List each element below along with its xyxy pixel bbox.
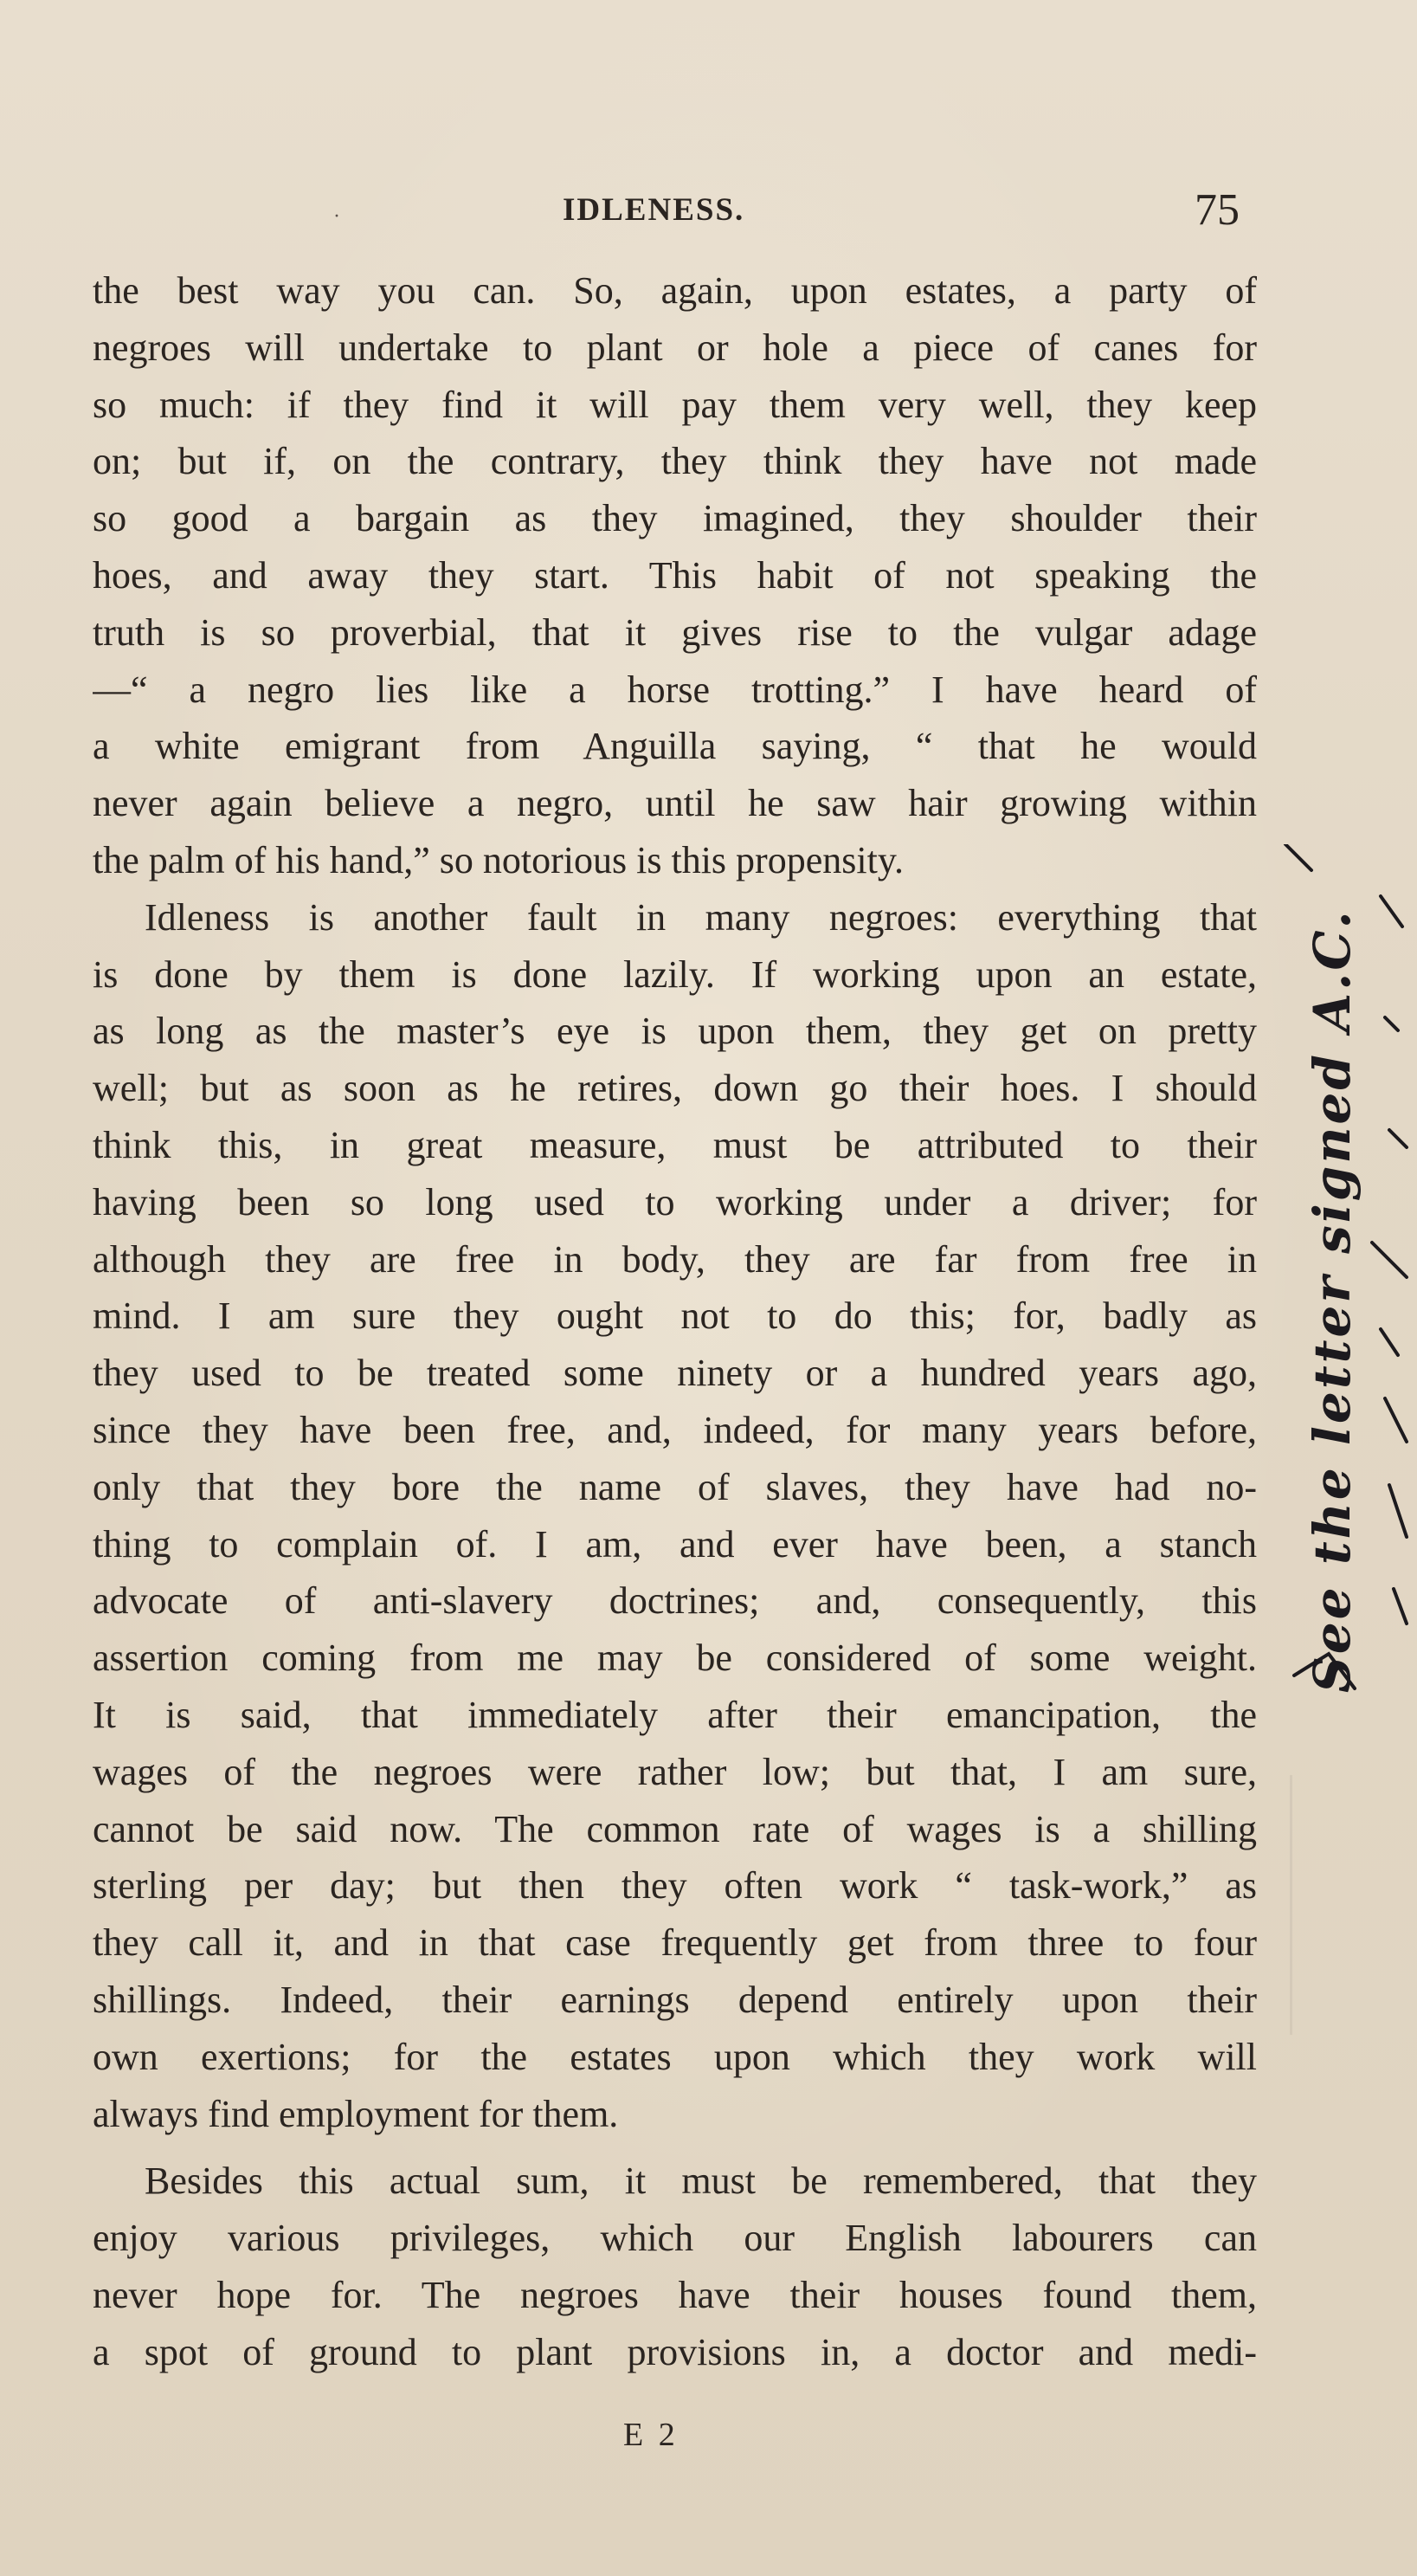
text-line: on; but if, on the contrary, they think they have not made	[93, 440, 1257, 483]
text-line: enjoy various privileges, which our English labourers can	[93, 2217, 1257, 2260]
text-line: well; but as soon as he retires, down go their hoes. I should	[93, 1067, 1257, 1110]
text-line: thing to complain of. I am, and ever have been, a stanch	[93, 1522, 1257, 1566]
text-line: they call it, and in that case frequently get from three to four	[93, 1921, 1257, 1965]
text-line: having been so long used to working under a driver; for	[93, 1180, 1257, 1223]
text-line: as long as the master’s eye is upon them, they get on pretty	[93, 1010, 1257, 1053]
text-line: although they are free in body, they are far from free in	[93, 1237, 1257, 1281]
text-line: shillings. Indeed, their earnings depend entirely upon their	[93, 1978, 1257, 2021]
text-line: never again believe a negro, until he saw hair growing within	[93, 782, 1257, 825]
text-line: the palm of his hand,” so notorious is this propensity.	[93, 838, 904, 881]
text-line: always find employment for them.	[93, 2092, 619, 2135]
text-line: hoes, and away they start. This habit of not speaking the	[93, 553, 1257, 597]
text-line: since they have been free, and, indeed, for many years before,	[93, 1408, 1257, 1451]
body-text	[93, 262, 1257, 2380]
running-head	[0, 184, 1417, 236]
margin-note-text: See the letter signed A.C.	[1303, 908, 1362, 1693]
text-line: think this, in great measure, must be attributed to their	[93, 1123, 1257, 1166]
text-line: is done by them is done lazily. If working upon an estate,	[93, 952, 1257, 996]
text-line: a white emigrant from Anguilla saying, “ that he would	[93, 725, 1257, 768]
text-line: mind. I am sure they ought not to do this; for, badly as	[93, 1294, 1257, 1338]
text-line: sterling per day; but then they often work “ task-work,” as	[93, 1864, 1257, 1908]
text-line: truth is so proverbial, that it gives rise to the vulgar adage	[93, 610, 1257, 654]
text-line: never hope for. The negroes have their houses found them,	[93, 2273, 1257, 2316]
running-head-marker: ·	[333, 205, 340, 228]
text-line: so much: if they find it will pay them very well, they keep	[93, 383, 1257, 426]
text-line: own exertions; for the estates upon which they work will	[93, 2035, 1257, 2078]
text-line: cannot be said now. The common rate of wages is a shilling	[93, 1807, 1257, 1850]
text-line: negroes will undertake to plant or hole a piece of canes for	[93, 326, 1257, 369]
page-number: 75	[1195, 185, 1240, 235]
text-line: they used to be treated some ninety or a hundred years ago,	[93, 1352, 1257, 1395]
text-line: so good a bargain as they imagined, they shoulder their	[93, 497, 1257, 540]
text-line: wages of the negroes were rather low; but that, I am sure,	[93, 1750, 1257, 1793]
text-line: only that they bore the name of slaves, they have had no-	[93, 1465, 1257, 1508]
text-line: assertion coming from me may be considered of some weight.	[93, 1637, 1257, 1680]
running-head-title: IDLENESS.	[563, 192, 745, 228]
text-line: —“ a negro lies like a horse trotting.” I have heard of	[93, 668, 1257, 711]
text-line: advocate of anti-slavery doctrines; and, consequently, this	[93, 1579, 1257, 1623]
handwritten-margin-note	[1277, 844, 1415, 1693]
text-line: It is said, that immediately after their emancipation, the	[93, 1693, 1257, 1736]
paragraph-first-line: Idleness is another fault in many negroes: everything that	[145, 895, 1257, 939]
text-line: the best way you can. So, again, upon estates, a party of	[93, 269, 1257, 312]
signature-mark: E 2	[623, 2417, 679, 2453]
text-line: a spot of ground to plant provisions in, a doctor and medi-	[93, 2330, 1257, 2373]
paragraph-gap	[93, 2142, 1257, 2153]
page-crease	[1290, 1775, 1318, 2035]
paragraph-first-line: Besides this actual sum, it must be remembered, that they	[145, 2160, 1257, 2203]
